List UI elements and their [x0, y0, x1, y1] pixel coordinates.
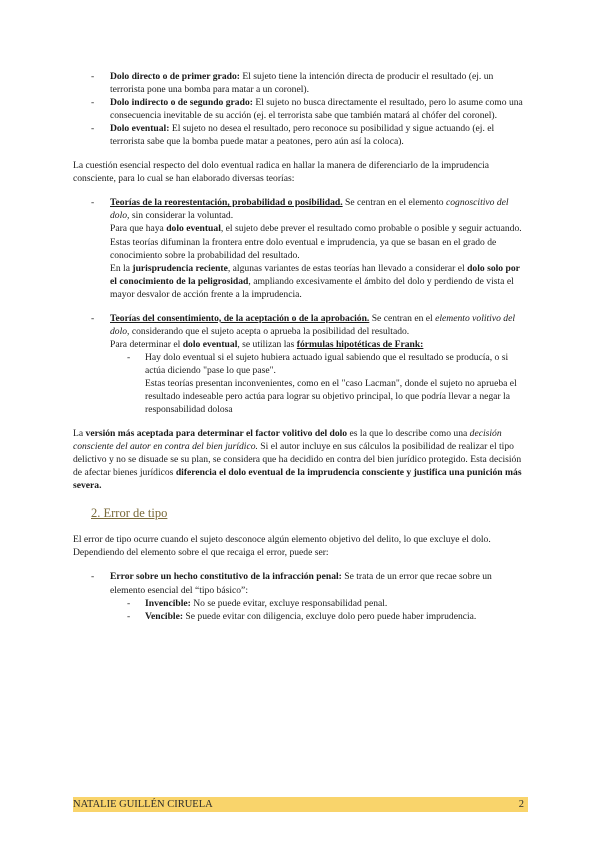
term: Error sobre un hecho constitutivo de la infracción penal: — [110, 571, 342, 583]
error-paragraph: El error de tipo ocurre cuando el sujeto desconoce algún elemento objetivo del delito, lo que excluye el dolo. Dependiendo del elemento sobre el que recaiga el error, puede ser: — [73, 534, 491, 559]
italic-text: decisión consciente del autor en contra del bien jurídico. — [73, 428, 502, 453]
italic-text: elemento volitivo del dolo, — [110, 312, 516, 337]
text: Para determinar el — [110, 338, 183, 350]
list-item-dolo-indirecto — [73, 96, 528, 122]
page-footer — [73, 797, 528, 812]
text: sin considerar la voluntad. — [129, 210, 234, 222]
bold-underlined-text: fórmulas hipotéticas de Frank: — [296, 338, 424, 350]
text: Para que haya — [110, 223, 167, 235]
bold-text: dolo eventual — [166, 223, 221, 235]
text: Hay dolo eventual si el sujeto hubiera actuado igual sabiendo que el resultado se producía, o si actúa diciendo "pase lo que pase". — [145, 351, 509, 376]
bold-text: dolo solo por el conocimiento de la peligrosidad — [110, 262, 520, 287]
theory-paragraph — [110, 222, 528, 261]
definition: No se puede evitar, excluye responsabilidad penal. — [190, 597, 388, 609]
sub-list-item-vencible — [73, 610, 528, 623]
bold-text: versión más aceptada para determinar el factor volitivo del dolo — [85, 428, 348, 440]
text: , algunas variantes de estas teorías han llevado a considerar el — [227, 262, 468, 274]
bullet-dash: - — [91, 571, 95, 583]
definition: Se trata de un error que recae sobre un elemento esencial del “tipo básico”: — [110, 571, 492, 596]
sub-list-item-frank — [73, 351, 528, 377]
bold-text: dolo eventual — [182, 338, 238, 350]
theory-paragraph — [110, 262, 528, 301]
italic-text: cognoscitivo del dolo, — [110, 197, 509, 222]
text: En la — [110, 262, 133, 274]
term: Dolo eventual: — [110, 123, 170, 135]
theory-consent — [73, 312, 528, 351]
term: Dolo indirecto o de segundo grado: — [110, 97, 253, 109]
bullet-dash: - — [91, 71, 95, 82]
sub-list-item-invencible — [73, 597, 528, 610]
term: Vencible: — [145, 610, 184, 622]
text: Se centran en el — [369, 312, 436, 324]
sub-paragraph-lacman: Estas teorías presentan inconvenientes, como en el "caso Lacman", donde el sujeto no aprueba el resultado indeseable pero actúa para lograr su objetivo principal, lo que podría llevar a negar la responsabilidad dolosa — [145, 377, 517, 416]
bold-text: jurisprudencia reciente — [132, 262, 228, 274]
conclusion-paragraph — [73, 427, 528, 492]
theory-title: Teorías de la reorestentación, probabilidad o posibilidad. — [110, 197, 343, 209]
theory-representation — [73, 196, 528, 300]
bullet-dash: - — [127, 610, 131, 622]
intro-paragraph: La cuestión esencial respecto del dolo eventual radica en hallar la manera de diferenciarlo de la imprudencia consciente, para lo cual se han elaborado diversas teorías: — [73, 160, 490, 185]
text: Se centran en el elemento — [342, 197, 446, 209]
section-heading: 2. Error de tipo — [91, 506, 168, 521]
bullet-dash: - — [91, 97, 95, 109]
definition: El sujeto no desea el resultado, pero reconoce su posibilidad y sigue actuando (ej. el terrorista sabe que la bomba puede matar a peatones, pero aún así la coloca). — [110, 123, 495, 148]
bullet-dash: - — [127, 351, 131, 363]
text: , se utilizan las — [237, 338, 297, 350]
bullet-dash: - — [127, 597, 131, 609]
term: Invencible: — [145, 597, 191, 609]
text: La — [73, 428, 86, 440]
text: , el sujeto debe prever el resultado como probable o posible y seguir actuando. Estas teorías difuminan la frontera entre dolo eventual e imprudencia, ya que se basan en el grado de conocimiento sobre la probabilidad del resultado. — [110, 223, 522, 261]
text: considerando que el sujeto acepta o aprueba la posibilidad del resultado. — [129, 325, 410, 337]
bullet-dash: - — [91, 312, 95, 324]
bullet-dash: - — [91, 197, 95, 209]
page-content — [73, 70, 528, 623]
theory-title: Teorías del consentimiento, de la aceptación o de la aprobación. — [110, 312, 370, 324]
list-item-dolo-eventual — [73, 122, 528, 148]
theory-paragraph — [110, 338, 528, 351]
list-item-error-hecho — [73, 570, 528, 596]
page-number: 2 — [518, 799, 524, 810]
bold-text: diferencia el dolo eventual de la imprudencia consciente y justifica una punición más severa. — [73, 467, 522, 492]
text: es la que lo describe como una — [347, 428, 470, 440]
bullet-dash: - — [91, 123, 95, 135]
definition: El sujeto no busca directamente el resultado, pero lo asume como una consecuencia inevitable de su acción (ej. el terrorista sabe que también matará al chófer del coronel). — [110, 97, 523, 122]
text: Si el autor incluye en sus cálculos la posibilidad de realizar el tipo delictivo y no se disuade se su plan, se considera que ha decidido en contra del bien jurídico protegido. Esta decisión de afectar bienes jurídicos — [73, 441, 522, 479]
definition: Se puede evitar con diligencia, excluye dolo pero puede haber imprudencia. — [183, 610, 477, 622]
definition: El sujeto tiene la intención directa de producir el resultado (ej. un terrorista pone una bomba para matar a un coronel). — [110, 71, 494, 96]
text: , ampliando excesivamente el ámbito del dolo y perdiendo de vista el mayor desvalor de acción frente a la imprudencia. — [110, 275, 514, 300]
term: Dolo directo o de primer grado: — [110, 71, 240, 82]
list-item-dolo-directo — [73, 70, 528, 96]
author-name: NATALIE GUILLÉN CIRUELA — [73, 799, 213, 810]
